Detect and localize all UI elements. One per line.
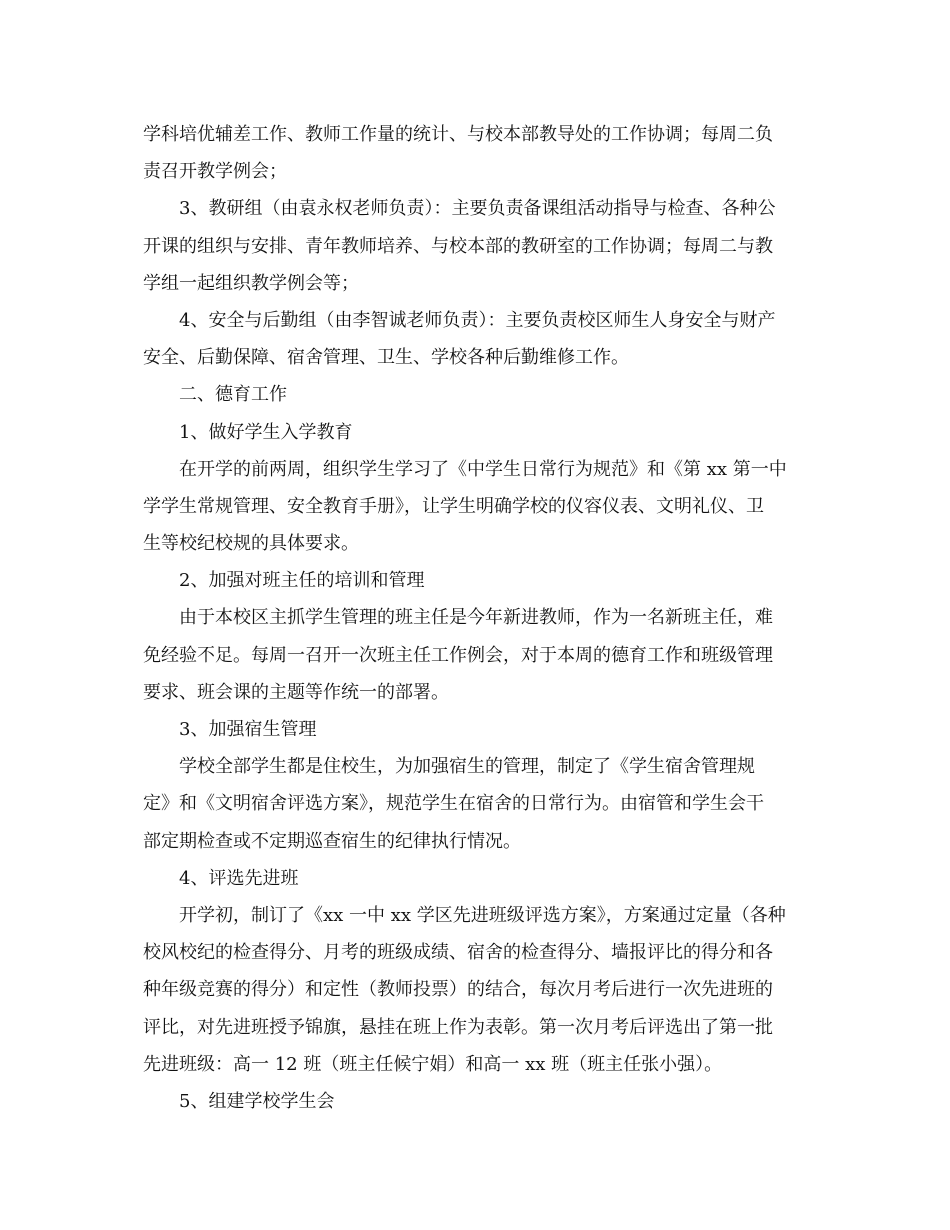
paragraph-start: 学校全部学生都是住校生，为加强宿生的管理，制定了《学生宿舍管理规 [179, 756, 755, 778]
subsection-heading: 2、加强对班主任的培训和管理 [179, 570, 425, 592]
document-body [143, 116, 811, 1120]
text-line: 学科培优辅差工作、教师工作量的统计、与校本部教导处的工作协调；每周二负 [143, 124, 773, 145]
text-line: 安全、后勤保障、宿舍管理、卫生、学校各种后勤维修工作。 [143, 347, 629, 369]
subsection-heading: 4、评选先进班 [179, 867, 299, 889]
text-line: 种年级竞赛的得分）和定性（教师投票）的结合，每次月考后进行一次先进班的 [143, 979, 773, 1001]
subsection-heading: 5、组建学校学生会 [179, 1090, 335, 1112]
text-line: 生等校纪校规的具体要求。 [143, 533, 359, 555]
paragraph-start: 由于本校区主抓学生管理的班主任是今年新进教师，作为一名新班主任，难 [179, 607, 773, 629]
text-line: 要求、班会课的主题等作统一的部署。 [143, 681, 449, 703]
subsection-heading: 1、做好学生入学教育 [179, 421, 353, 443]
paragraph-start: 在开学的前两周，组织学生学习了《中学生日常行为规范》和《第 xx 第一中 [179, 458, 787, 480]
list-item-heading: 3、教研组（由袁永权老师负责）：主要负责备课组活动指导与检查、各种公 [179, 198, 776, 220]
text-line: 评比，对先进班授予锦旗，悬挂在班上作为表彰。第一次月考后评选出了第一批 [143, 1016, 773, 1038]
text-line: 先进班级：高一 12 班（班主任候宁娟）和高一 xx 班（班主任张小强）。 [143, 1053, 723, 1075]
text-line: 学组一起组织教学例会等； [143, 272, 359, 294]
text-line: 定》和《文明宿舍评选方案》，规范学生在宿舍的日常行为。由宿管和学生会干 [143, 793, 764, 815]
subsection-heading: 3、加强宿生管理 [179, 719, 317, 740]
text-line: 免经验不足。每周一召开一次班主任工作例会，对于本周的德育工作和班级管理 [143, 644, 773, 666]
text-line: 责召开教学例会； [143, 161, 287, 183]
text-line: 学学生常规管理、安全教育手册》，让学生明确学校的仪容仪表、文明礼仪、卫 [143, 495, 764, 517]
text-line: 校风校纪的检查得分、月考的班级成绩、宿舍的检查得分、墙报评比的得分和各 [143, 942, 773, 964]
list-item-heading: 4、安全与后勤组（由李智诚老师负责）：主要负责校区师生人身安全与财产 [179, 309, 776, 331]
section-heading: 二、德育工作 [179, 384, 287, 406]
text-line: 开课的组织与安排、青年教师培养、与校本部的教研室的工作协调；每周二与教 [143, 235, 773, 257]
text-line: 部定期检查或不定期巡查宿生的纪律执行情况。 [143, 830, 521, 852]
paragraph-start: 开学初，制订了《xx 一中 xx 学区先进班级评选方案》，方案通过定量（各种 [179, 904, 786, 926]
